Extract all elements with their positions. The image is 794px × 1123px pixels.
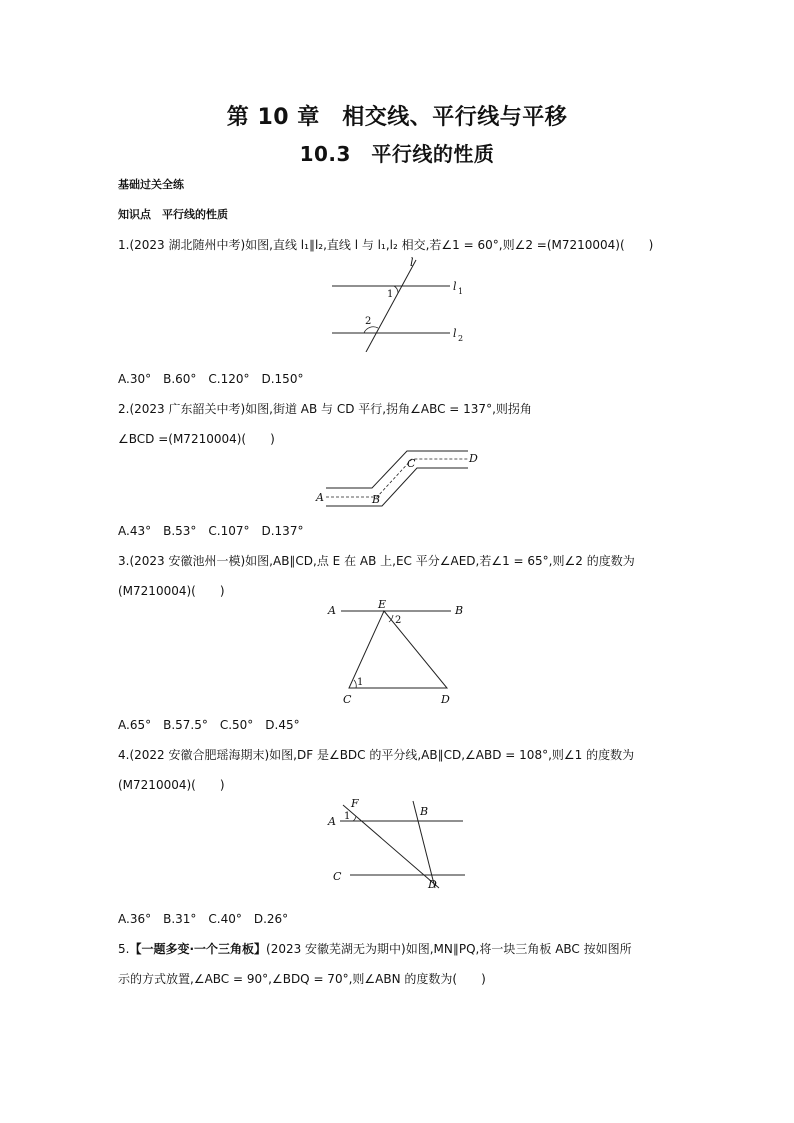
question-5-number: 5.	[118, 942, 130, 956]
street-centerline	[326, 459, 468, 497]
label-C: C	[407, 457, 416, 470]
street-outer-edge	[326, 451, 468, 488]
question-5-stem-rest: (2023 安徽芜湖无为期中)如图,MN∥PQ,将一块三角板 ABC 按如图所	[266, 942, 632, 956]
label-l: l	[410, 256, 414, 269]
question-3-stem-line-1: 3.(2023 安徽池州一模)如图,AB∥CD,点 E 在 AB 上,EC 平分∠AED,若∠1 = 65°,则∠2 的度数为	[118, 554, 635, 568]
label-angle-2: 2	[395, 615, 402, 626]
street-inner-edge	[326, 468, 468, 506]
question-1-options: A.30° B.60° C.120° D.150°	[118, 372, 304, 386]
label-A: A	[328, 604, 336, 617]
label-A: A	[316, 491, 324, 504]
angle-2-arc	[364, 327, 378, 333]
question-1-stem: 1.(2023 湖北随州中考)如图,直线 l₁∥l₂,直线 l 与 l₁,l₂ 相交,若∠1 = 60°,则∠2 =(M7210004)( )	[118, 238, 654, 252]
label-l1: l	[453, 280, 457, 293]
angle-1-arc	[353, 816, 356, 821]
question-5-stem-line-2: 示的方式放置,∠ABC = 90°,∠BDQ = 70°,则∠ABN 的度数为( )	[118, 972, 486, 986]
question-2-figure	[312, 446, 487, 514]
question-2-stem-line-1: 2.(2023 广东韶关中考)如图,街道 AB 与 CD 平行,拐角∠ABC = 137°,则拐角	[118, 402, 532, 416]
label-l1-sub: 1	[458, 287, 464, 296]
label-angle-1: 1	[387, 289, 394, 300]
exercise-label: 基础过关全练	[118, 178, 184, 191]
angle-1-arc	[354, 680, 356, 688]
label-l2: l	[453, 327, 457, 340]
label-E: E	[378, 598, 387, 611]
angle-1-arc	[394, 286, 398, 293]
label-B: B	[372, 493, 381, 506]
label-B: B	[420, 805, 429, 818]
question-4-stem-line-1: 4.(2022 安徽合肥瑶海期末)如图,DF 是∠BDC 的平分线,AB∥CD,∠ABD = 108°,则∠1 的度数为	[118, 748, 635, 762]
question-5-tag: 【一题多变·一个三角板】	[129, 942, 267, 956]
question-3-stem-line-2: (M7210004)( )	[118, 584, 225, 598]
question-3-options: A.65° B.57.5° C.50° D.45°	[118, 718, 300, 732]
label-F: F	[351, 797, 359, 810]
chapter-title: 第 10 章 相交线、平行线与平移	[226, 105, 568, 130]
label-B: B	[455, 604, 464, 617]
line-l	[366, 260, 416, 352]
question-4-figure	[325, 795, 475, 895]
label-angle-1: 1	[357, 677, 364, 688]
label-angle-1: 1	[344, 811, 351, 822]
question-2-stem-line-2: ∠BCD =(M7210004)( )	[118, 432, 275, 446]
label-D: D	[469, 452, 478, 465]
knowledge-point: 知识点 平行线的性质	[118, 208, 228, 221]
label-A: A	[328, 815, 336, 828]
question-2-options: A.43° B.53° C.107° D.137°	[118, 524, 304, 538]
label-l2-sub: 2	[458, 334, 464, 343]
label-C: C	[333, 870, 342, 883]
question-1-figure	[330, 252, 470, 352]
section-title: 10.3 平行线的性质	[299, 142, 495, 166]
question-5-stem-line-1	[118, 940, 632, 957]
question-3-figure	[325, 597, 470, 707]
label-D: D	[428, 878, 437, 891]
question-4-stem-line-2: (M7210004)( )	[118, 778, 225, 792]
label-angle-2: 2	[365, 316, 372, 327]
label-C: C	[343, 693, 352, 706]
label-D: D	[441, 693, 450, 706]
question-4-options: A.36° B.31° C.40° D.26°	[118, 912, 289, 926]
